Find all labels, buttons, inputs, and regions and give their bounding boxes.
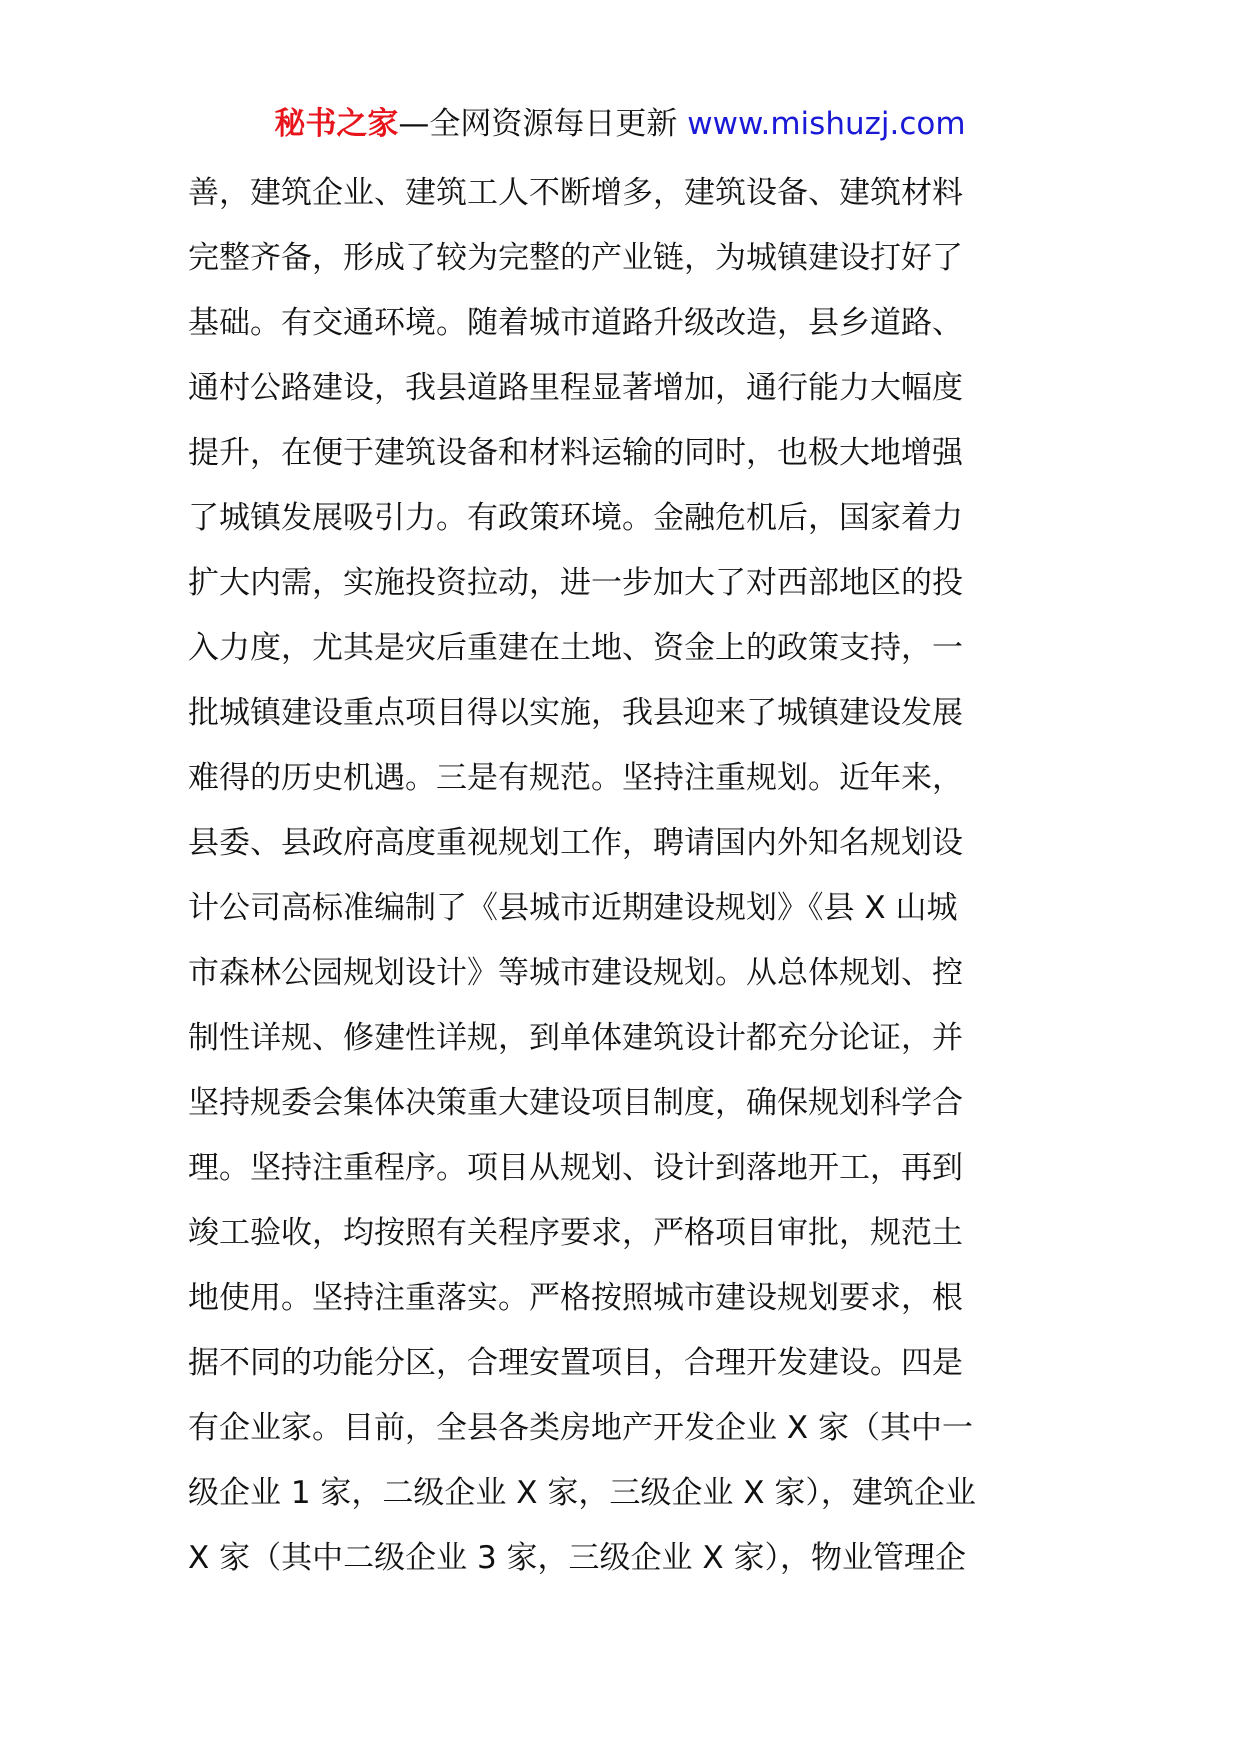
text-line: 完整齐备，形成了较为完整的产业链，为城镇建设打好了 — [188, 240, 963, 276]
brand-name: 秘书之家 — [274, 106, 399, 142]
page-header — [0, 100, 1240, 148]
text-line: X 家（其中二级企业 3 家，三级企业 X 家），物业管理企 — [188, 1540, 966, 1576]
header-tagline: —全网资源每日更新 — [398, 106, 678, 142]
text-line: 了城镇发展吸引力。有政策环境。金融危机后，国家着力 — [188, 500, 963, 536]
text-line: 级企业 1 家，二级企业 X 家，三级企业 X 家），建筑企业 — [188, 1475, 976, 1511]
text-line: 地使用。坚持注重落实。严格按照城市建设规划要求，根 — [188, 1280, 963, 1316]
text-line: 市森林公园规划设计》等城市建设规划。从总体规划、控 — [188, 955, 963, 991]
text-line: 入力度，尤其是灾后重建在土地、资金上的政策支持，一 — [188, 630, 963, 666]
text-line: 提升，在便于建筑设备和材料运输的同时，也极大地增强 — [188, 435, 963, 471]
text-line: 坚持规委会集体决策重大建设项目制度，确保规划科学合 — [188, 1085, 963, 1121]
text-line: 批城镇建设重点项目得以实施，我县迎来了城镇建设发展 — [188, 695, 963, 731]
document-body — [188, 161, 1068, 1591]
text-line: 善，建筑企业、建筑工人不断增多，建筑设备、建筑材料 — [188, 175, 963, 211]
text-line: 县委、县政府高度重视规划工作，聘请国内外知名规划设 — [188, 825, 963, 861]
text-line: 难得的历史机遇。三是有规范。坚持注重规划。近年来， — [188, 760, 963, 796]
text-line: 有企业家。目前，全县各类房地产开发企业 X 家（其中一 — [188, 1410, 973, 1446]
text-line: 计公司高标准编制了《县城市近期建设规划》《县 X 山城 — [188, 890, 958, 926]
text-line: 制性详规、修建性详规，到单体建筑设计都充分论证，并 — [188, 1020, 963, 1056]
text-line: 基础。有交通环境。随着城市道路升级改造，县乡道路、 — [188, 305, 963, 341]
text-line: 理。坚持注重程序。项目从规划、设计到落地开工，再到 — [188, 1150, 963, 1186]
text-line: 通村公路建设，我县道路里程显著增加，通行能力大幅度 — [188, 370, 963, 406]
site-url-link[interactable]: www.mishuzj.com — [687, 106, 966, 142]
text-line: 竣工验收，均按照有关程序要求，严格项目审批，规范土 — [188, 1215, 963, 1251]
text-line: 据不同的功能分区，合理安置项目，合理开发建设。四是 — [188, 1345, 963, 1381]
text-line: 扩大内需，实施投资拉动，进一步加大了对西部地区的投 — [188, 565, 963, 601]
